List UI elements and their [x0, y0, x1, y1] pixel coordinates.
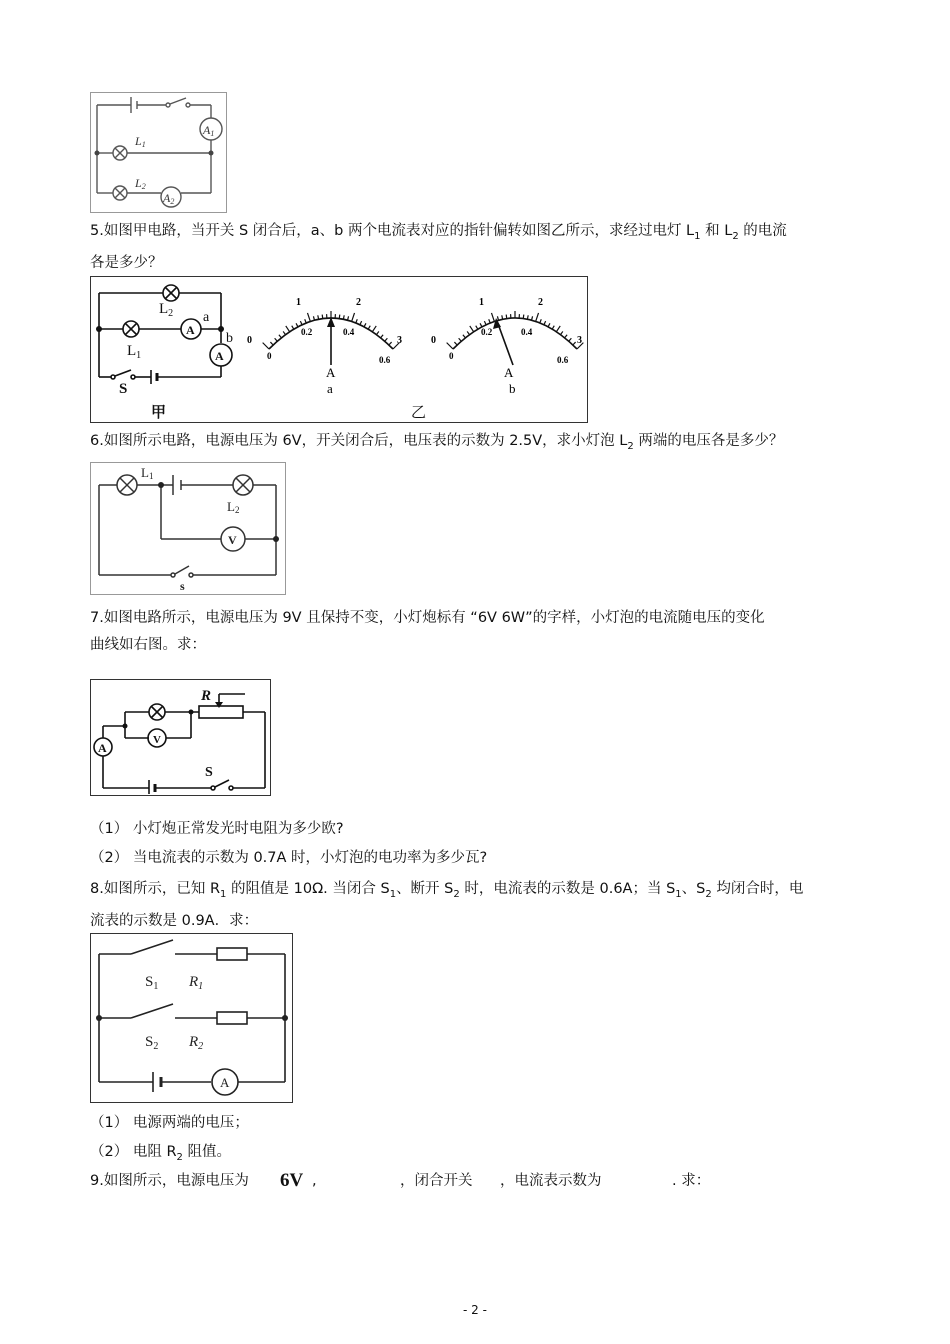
scale-tick — [548, 323, 550, 327]
ammeter-a-symbol: A — [186, 323, 195, 337]
svg-text:1: 1 — [479, 297, 484, 308]
question-7-text: 7.如图电路所示，电源电压为 9V 且保持不变，小灯炮标有 “6V 6W”的字样，小灯泡的电流随电压的变化 曲线如右图。求： — [90, 610, 765, 653]
scale-tick — [360, 321, 362, 325]
resistor-r2-sub: 2 — [198, 1041, 204, 1052]
scale-tick — [556, 326, 560, 332]
scale-tick — [459, 338, 462, 341]
ammeter-symbol: A — [98, 741, 107, 755]
lamp-l2-sub: 2 — [234, 505, 240, 515]
question-7-sub-1: （1） 小灯炮正常发光时电阻为多少欧? — [90, 821, 344, 837]
lamp-l1-sub: 1 — [141, 140, 146, 149]
scale-tick — [560, 331, 562, 334]
switch-s-label: s — [180, 579, 185, 593]
svg-text:0: 0 — [449, 351, 454, 361]
svg-text:L2 — [134, 176, 146, 191]
scale-tick — [447, 343, 453, 349]
circuit-figure-q6 — [90, 462, 286, 595]
scale-tick — [467, 331, 469, 334]
scale-tick — [339, 315, 340, 319]
scale-tick — [364, 323, 366, 327]
scale-tick — [476, 326, 478, 329]
scale-tick — [305, 319, 306, 323]
question-8-text: 8.如图所示，已知 $R_1$ 的阻值是 10Ω. 当闭合 $S_1$、断开 $S_2$ 时，电流表的示数是 0.6A；当 $S_1$、$S_2$ 均闭合时，电 流表的示数是 0.9A．求： — [90, 881, 804, 929]
scale-tick — [368, 326, 370, 329]
svg-text:A2 — [162, 191, 174, 206]
resistor-r1-label: R — [189, 974, 199, 990]
switch-s1-sub: 1 — [153, 981, 159, 992]
scale-tick — [300, 321, 302, 325]
circuit-figure-q8 — [90, 933, 293, 1103]
svg-text:L1 — [134, 134, 146, 149]
scale-tick — [376, 331, 378, 334]
ammeter-symbol: A — [220, 1075, 230, 1090]
label-b: b — [226, 331, 233, 346]
scale-tick — [275, 338, 278, 341]
scale-tick — [491, 313, 494, 322]
scale-tick — [372, 326, 376, 332]
circuit-figure-q5 — [90, 276, 588, 423]
scale-tick — [381, 335, 383, 338]
scale-tick — [527, 315, 528, 319]
scale-tick — [318, 315, 319, 319]
scale-tick — [343, 315, 344, 319]
scale-tick — [352, 313, 355, 322]
scale-tick — [573, 342, 576, 345]
svg-text:0.6: 0.6 — [379, 355, 391, 365]
svg-text:0: 0 — [431, 335, 436, 346]
ammeter-a1-label: A — [203, 123, 211, 137]
ammeter-a2-sub: 2 — [170, 197, 175, 206]
resistor-r2-label: R — [189, 1034, 199, 1050]
switch-s-label: S — [119, 381, 128, 397]
ammeter-a1-sub: 1 — [210, 129, 215, 138]
svg-text:R1 — [188, 974, 203, 992]
lamp-l1-sub: 1 — [148, 471, 154, 481]
svg-text:a: a — [327, 381, 333, 396]
svg-text:0: 0 — [267, 351, 272, 361]
scale-tick — [263, 343, 269, 349]
lamp-l2-label: L — [159, 301, 169, 317]
scale-tick — [296, 323, 298, 327]
svg-text:0.4: 0.4 — [521, 327, 533, 337]
lamp-l1-label: L — [127, 343, 137, 359]
scale-tick — [356, 319, 357, 323]
scale-tick — [270, 342, 273, 345]
svg-text:L1 — [127, 343, 141, 361]
meter-a — [247, 297, 402, 396]
svg-text:A: A — [326, 365, 336, 380]
resistor-r-label: R — [201, 688, 212, 704]
switch-s1-label: S — [145, 974, 154, 990]
ammeter-b-symbol: A — [215, 349, 224, 363]
scale-tick — [279, 335, 281, 338]
voltmeter-symbol: V — [228, 533, 237, 547]
scale-tick — [286, 326, 290, 332]
svg-text:2: 2 — [356, 297, 361, 308]
lamp-l2-label: L — [227, 499, 235, 514]
question-8-sub-2: （2） 电阻 $R_2$ 阻值。 — [90, 1144, 232, 1163]
lamp-l1-label: L — [141, 465, 149, 480]
ammeter-a2-label: A — [163, 191, 171, 205]
scale-tick — [283, 331, 285, 334]
page-number: - 2 - — [463, 1303, 487, 1317]
svg-text:0.4: 0.4 — [343, 327, 355, 337]
scale-tick — [544, 321, 546, 325]
scale-tick — [502, 315, 503, 319]
scale-tick — [292, 326, 294, 329]
scale-tick — [565, 335, 567, 338]
svg-text:A: A — [504, 365, 514, 380]
circuit-figure-q7 — [90, 679, 271, 796]
scale-tick — [569, 338, 572, 341]
svg-text:A1 — [202, 123, 214, 138]
meter-b — [431, 297, 583, 396]
scale-tick — [454, 342, 457, 345]
question-8-sub-1: （1） 电源两端的电压； — [90, 1115, 249, 1131]
svg-text:L1 — [141, 465, 153, 481]
svg-text:b: b — [509, 381, 516, 396]
scale-tick — [322, 315, 323, 319]
caption-jia: 甲 — [151, 405, 167, 421]
svg-text:1: 1 — [296, 297, 301, 308]
scale-tick — [463, 335, 465, 338]
scale-tick — [389, 342, 392, 345]
switch-s2-label: S — [145, 1034, 154, 1050]
switch-s-label: S — [205, 765, 213, 780]
svg-text:S1 — [145, 974, 158, 992]
svg-text:0: 0 — [247, 335, 252, 346]
scale-tick — [540, 319, 541, 323]
svg-text:3: 3 — [397, 335, 402, 346]
question-9-text: 9.如图所示，电源电压为 6V , ，闭合开关 ，电流表示数为 . 求： — [90, 1170, 711, 1191]
scale-tick — [506, 315, 507, 319]
lamp-l1-sub: 1 — [136, 350, 142, 361]
question-7-sub-2: （2） 当电流表的示数为 0.7A 时，小灯泡的电功率为多少瓦? — [90, 850, 488, 866]
circuit-figure-q4 — [90, 92, 227, 213]
scale-tick — [536, 313, 539, 322]
lamp-l2-sub: 2 — [141, 182, 146, 191]
lamp-l2-sub: 2 — [168, 308, 174, 319]
svg-text:S2 — [145, 1034, 158, 1052]
scale-tick — [484, 321, 486, 325]
svg-text:L2 — [159, 301, 173, 319]
svg-text:0.2: 0.2 — [481, 327, 493, 337]
resistor-r1-sub: 1 — [198, 981, 204, 992]
question-6-text: 6.如图所示电路，电源电压为 6V，开关闭合后，电压表的示数为 2.5V，求小灯泡 $L_2$ 两端的电压各是多少？ — [90, 433, 784, 452]
scale-tick — [489, 319, 490, 323]
label-a: a — [203, 310, 210, 325]
svg-text:0.2: 0.2 — [301, 327, 313, 337]
scale-tick — [470, 326, 474, 332]
lamp-l2-label: L — [135, 176, 142, 190]
scale-tick — [307, 313, 310, 322]
svg-text:2: 2 — [538, 297, 543, 308]
svg-text:0.6: 0.6 — [557, 355, 569, 365]
svg-text:L2 — [227, 499, 239, 515]
switch-s2-sub: 2 — [153, 1041, 159, 1052]
voltmeter-symbol: V — [153, 734, 161, 746]
question-5-text: 5.如图甲电路，当开关 S 闭合后，a、b 两个电流表对应的指针偏转如图乙所示，求经过电灯 $L_1$ 和 $L_2$ 的电流 各是多少？ — [90, 223, 787, 271]
scale-tick — [552, 326, 554, 329]
lamp-l1-label: L — [135, 134, 142, 148]
scale-tick — [385, 338, 388, 341]
svg-text:R2 — [188, 1034, 203, 1052]
svg-text:3: 3 — [577, 335, 582, 346]
scale-tick — [523, 315, 524, 319]
caption-yi: 乙 — [411, 405, 427, 421]
